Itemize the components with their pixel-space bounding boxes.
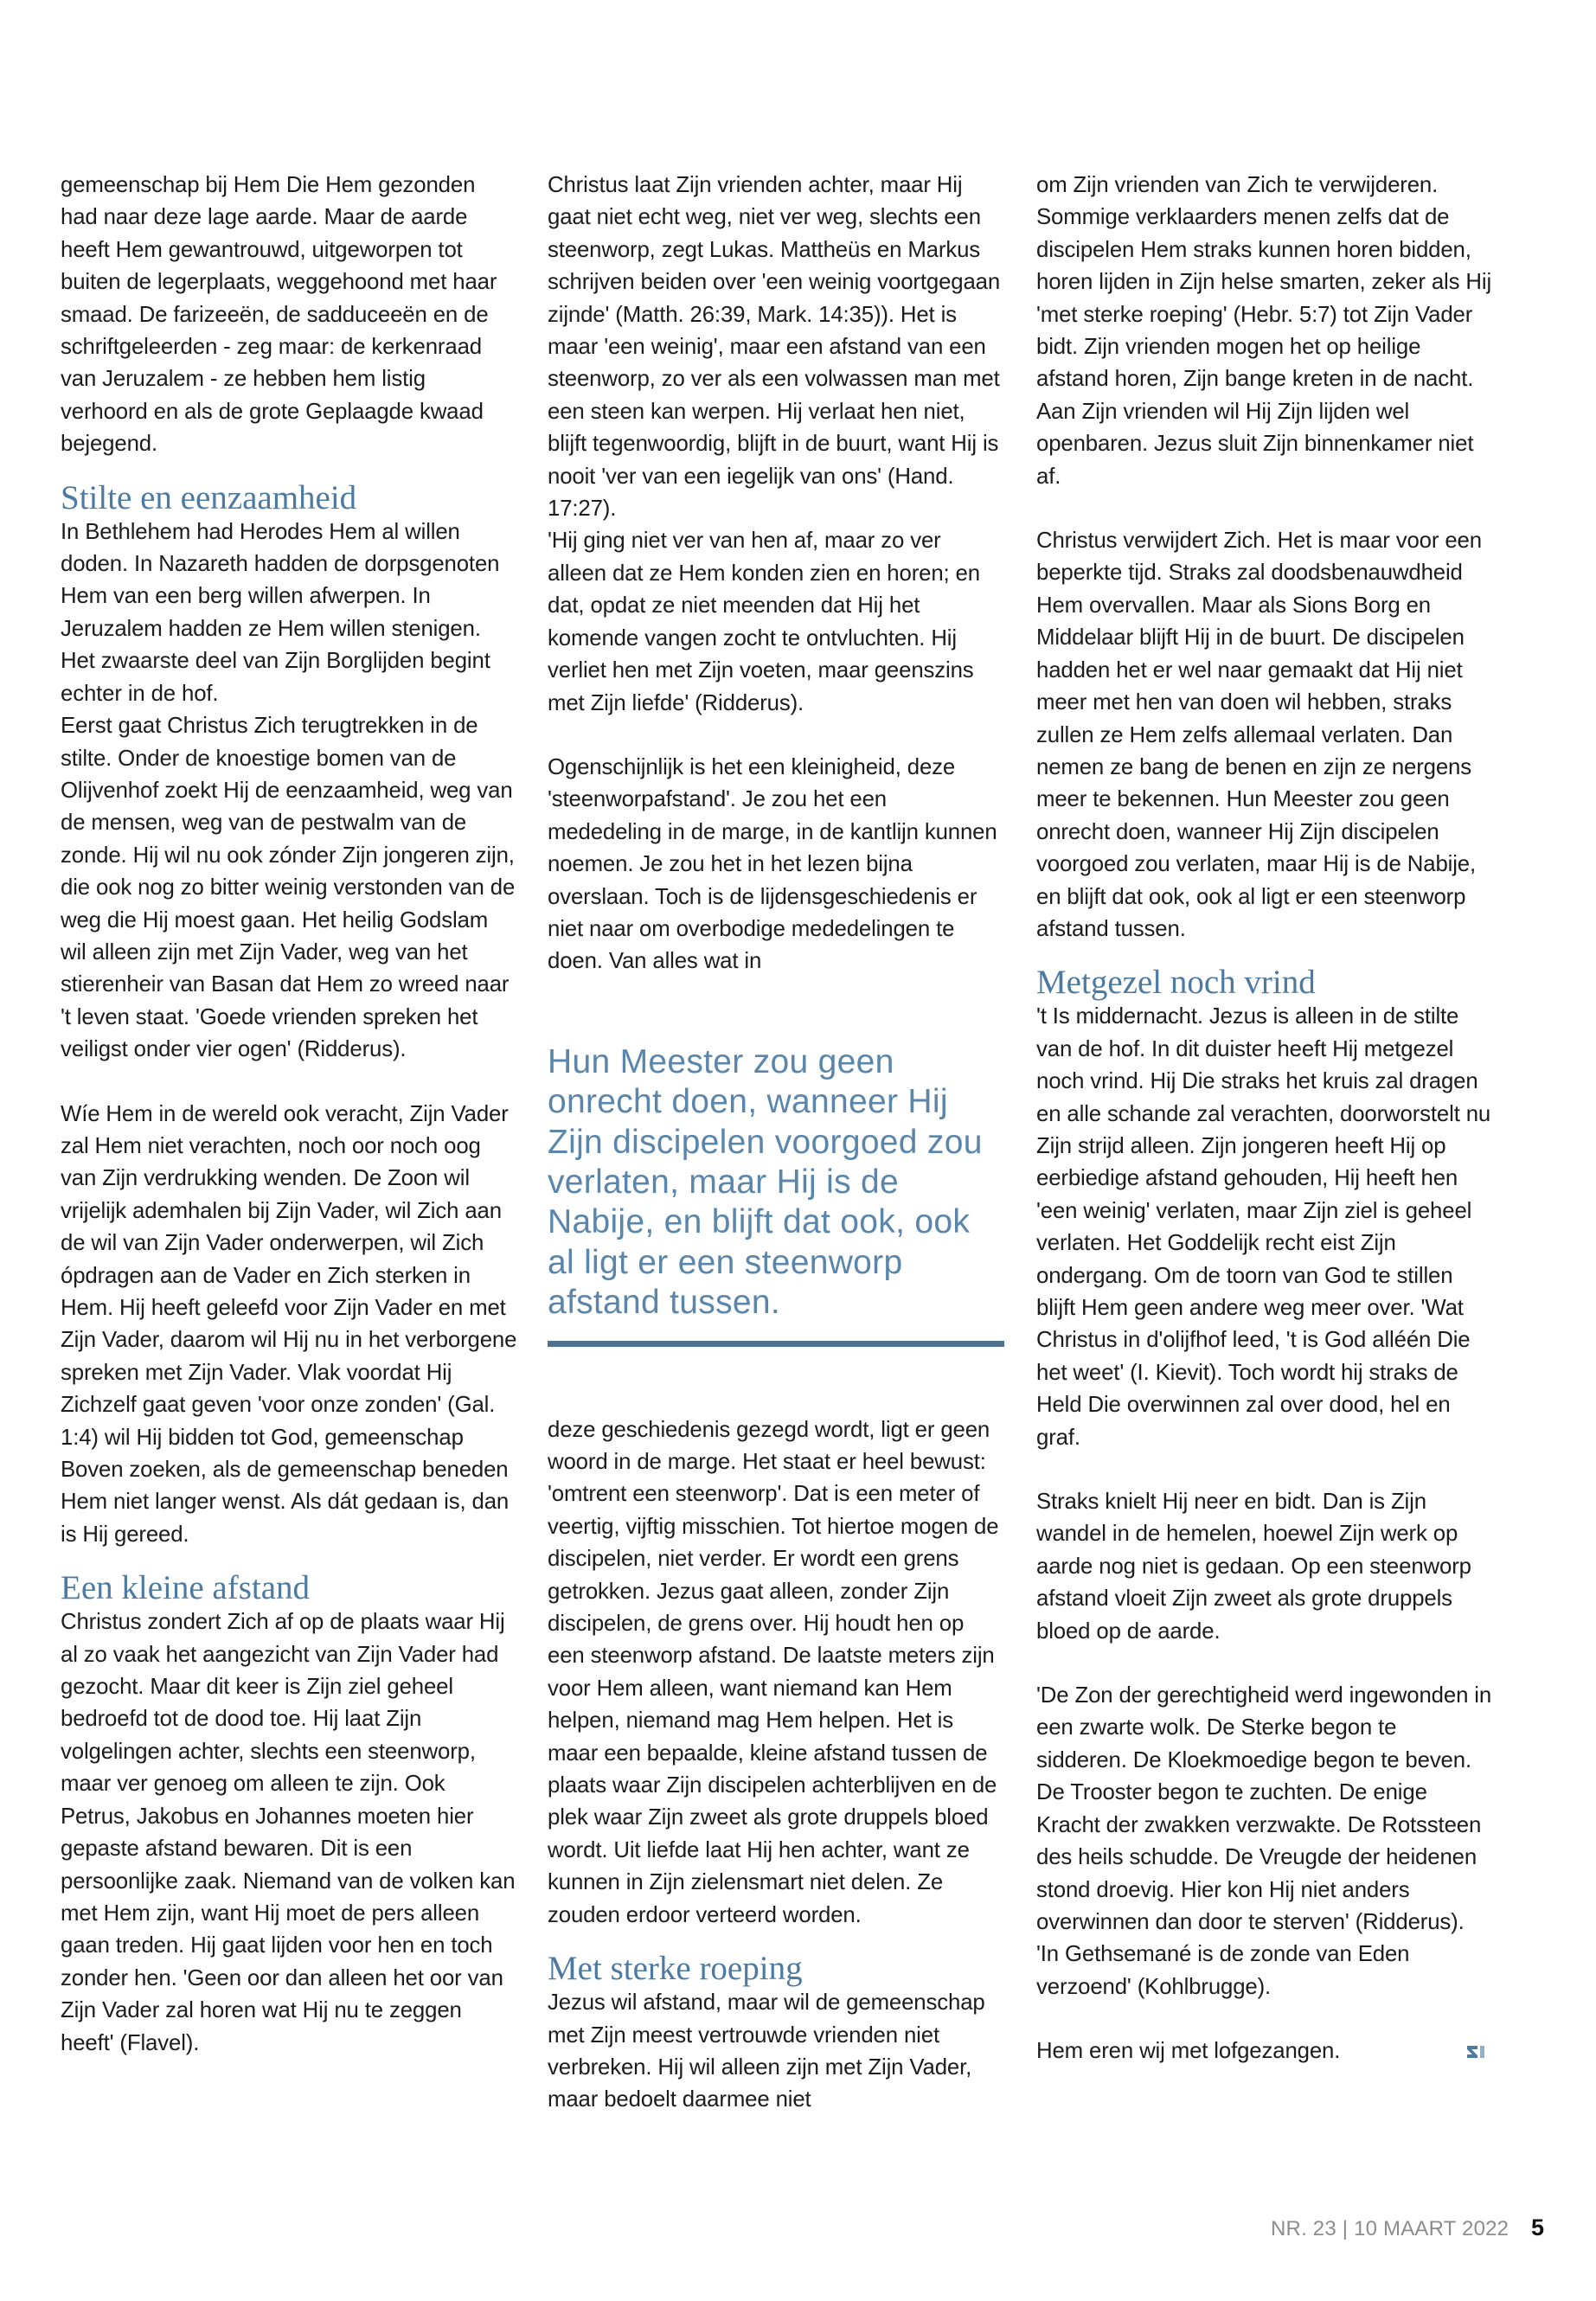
paragraph: deze geschiedenis gezegd wordt, ligt er geen woord in de marge. Het staat er heel bewust: 'omtrent een steenworp'. Dat is een meter of veertig, vijftig misschien. Tot hiertoe mogen de discipelen, niet verder. Er wordt een grens getrokken. Jezus gaat alleen, zonder Zijn discipelen, de grens over. Hij houdt hen op een steenworp afstand. De laatste meters zijn voor Hem alleen, want niemand kan Hem helpen, niemand mag Hem helpen. Het is maar een bepaalde, kleine afstand tussen de plaats waar Zijn discipelen achterblijven en de plek waar Zijn zweet als grote druppels bloed wordt. Uit liefde laat Hij hen achter, want ze kunnen in Zijn zielensmart niet delen. Ze zouden erdoor verteerd worden. bbox=[548, 1417, 999, 1927]
paragraph: om Zijn vrienden van Zich te verwijderen. Sommige verklaarders menen zelfs dat de discipelen Hem straks kunnen horen bidden, horen lijden in Zijn helse smarten, zeker als Hij 'met sterke roeping' (Hebr. 5:7) tot Zijn Vader bidt. Zijn vrienden mogen het op heilige afstand horen, Zijn bange kreten in de nacht. Aan Zijn vrienden wil Hij Zijn lijden wel openbaren. Jezus sluit Zijn binnenkamer niet af. bbox=[1036, 173, 1492, 489]
section-heading-stilte: Stilte en eenzaamheid bbox=[61, 478, 357, 516]
section-heading-metgezel: Metgezel noch vrind bbox=[1036, 964, 1316, 1002]
paragraph: Ogenschijnlijk is het een kleinigheid, deze 'steenworpafstand'. Je zou het een mededeling in de marge, in de kantlijn kunnen noemen. Je zou het in het lezen bijna overslaan. Toch is de lijdensgeschiedenis er niet naar om overbodige mededelingen te doen. Van alles wat in bbox=[548, 754, 997, 974]
paragraph: 'Hij ging niet ver van hen af, maar zo ver alleen dat ze Hem konden zien en horen; en dat, opdat ze niet meenden dat Hij het komende vangen zocht te ontvluchten. Hij verliet hen met Zijn voeten, maar geenszins met Zijn liefde' (Ridderus). bbox=[548, 529, 980, 715]
paragraph: Christus zondert Zich af op de plaats waar Hij al zo vaak het aangezicht van Zijn Vader had gezocht. Maar dit keer is Zijn ziel geheel bedroefd tot de dood toe. Hij laat Zijn volgelingen achter, slechts een steenworp, maar ver genoeg om alleen te zijn. Ook Petrus, Jakobus en Johannes moeten hier gepaste afstand bewaren. Dit is een persoonlijke zaak. Niemand van de volken kan met Hem zijn, want Hij moet de pers alleen gaan treden. Hij gaat lijden voor hen en toch zonder hen. 'Geen oor dan alleen het oor van Zijn Vader zal horen wat Hij nu te zeggen heeft' (Flavel). bbox=[61, 1610, 516, 2055]
end-mark-icon bbox=[1465, 2044, 1486, 2060]
column-3 bbox=[1036, 170, 1493, 2068]
paragraph: gemeenschap bij Hem Die Hem gezonden had naar deze lage aarde. Maar de aarde heeft Hem gewantrouwd, uitgeworpen tot buiten de legerplaats, weggehoond met haar smaad. De farizeeën, de sadduceeën en de schriftgeleerden - zeg maar: de kerkenraad van Jeruzalem - ze hebben hem listig verhoord en als de grote Geplaagde kwaad bejegend. bbox=[61, 173, 497, 457]
paragraph: Eerst gaat Christus Zich terugtrekken in de stilte. Onder de knoestige bomen van de Olijvenhof zoekt Hij de eenzaamheid, weg van de mensen, weg van de pestwalm van de zonde. Hij wil nu ook zónder Zijn jongeren zijn, die ook nog zo bitter weinig verstonden van de weg die Hij moest gaan. Het heilig Godslam wil alleen zijn met Zijn Vader, weg van het stierenheir van Basan dat Hem zo wreed naar 't leven staat. 'Goede vrienden spreken het veiligst onder vier ogen' (Ridderus). bbox=[61, 714, 516, 1062]
paragraph: Christus verwijdert Zich. Het is maar voor een beperkte tijd. Straks zal doodsbenauwdheid Hem overvallen. Maar als Sions Borg en Middelaar blijft Hij in de buurt. De discipelen hadden het er wel naar gemaakt dat Hij niet meer met hen van doen wil hebben, straks zullen ze Hem zelfs allemaal verlaten. Dan nemen ze bang de benen en zijn ze nergens meer te bekennen. Hun Meester zou geen onrecht doen, wanneer Hij Zijn discipelen voorgoed zou verlaten, maar Hij is de Nabije, en blijft dat ook, ook al ligt er een steenworp afstand tussen. bbox=[1036, 529, 1482, 941]
paragraph: Straks knielt Hij neer en bidt. Dan is Zijn wandel in de hemelen, hoewel Zijn werk op aarde nog niet is gedaan. Op een steenworp afstand vloeit Zijn zweet als grote druppels bloed op de aarde. bbox=[1036, 1490, 1471, 1644]
paragraph: Jezus wil afstand, maar wil de gemeenschap met Zijn meest vertrouwde vrienden niet verbreken. Hij wil alleen zijn met Zijn Vader, maar bedoelt daarmee niet bbox=[548, 1990, 985, 2112]
closing-text: Hem eren wij met lofgezangen. bbox=[1036, 2039, 1341, 2064]
pull-quote bbox=[548, 1042, 1004, 1347]
paragraph: Christus laat Zijn vrienden achter, maar Hij gaat niet echt weg, niet ver weg, slechts een steenworp, zegt Lukas. Mattheüs en Markus schrijven beiden over 'een weinig voortgegaan zijnde' (Matth. 26:39, Mark. 14:35)). Het is maar 'een weinig', maar een afstand van een steenworp, zo ver als een volwassen man met een steen kan werpen. Hij verlaat hen niet, blijft tegenwoordig, blijft in de buurt, want Hij is nooit 'ver van een iegelijk van ons' (Hand. 17:27). bbox=[548, 173, 1001, 522]
column-2 bbox=[548, 170, 1004, 2117]
quote-paragraph: 'De Zon der gerechtigheid werd ingewonden in een zwarte wolk. De Sterke begon te sidderen. De Kloekmoedige begon te beven. De Trooster begon te zuchten. De enige Kracht der zwakken verzwakte. De Rotssteen des heils schudde. De Vreugde der heidenen stond droevig. Hier kon Hij niet anders overwinnen dan door te sterven' (Ridderus). bbox=[1036, 1683, 1492, 1934]
paragraph: Wíe Hem in de wereld ook veracht, Zijn Vader zal Hem niet verachten, noch oor noch oog van Zijn verdrukking wenden. De Zoon wil vrijelijk ademhalen bij Zijn Vader, wil Zich aan de wil van Zijn Vader onderwerpen, wil Zich ópdragen aan de Vader en Zich sterken in Hem. Hij heeft geleefd voor Zijn Vader en met Zijn Vader, daarom wil Hij nu in het verborgene spreken met Zijn Vader. Vlak voordat Hij Zichzelf gaat geven 'voor onze zonden' (Gal. 1:4) wil Hij bidden tot God, gemeenschap Boven zoeken, als de gemeenschap beneden Hem niet langer wenst. Als dát gedaan is, dan is Hij gereed. bbox=[61, 1101, 517, 1547]
page-number: 5 bbox=[1531, 2214, 1545, 2240]
section-heading-roeping: Met sterke roeping bbox=[548, 1950, 803, 1988]
issue-footer: NR. 23 | 10 MAART 2022 bbox=[1271, 2217, 1509, 2240]
paragraph: In Bethlehem had Herodes Hem al willen doden. In Nazareth hadden de dorpsgenoten Hem van een berg willen afwerpen. In Jeruzalem hadden ze Hem willen stenigen. Het zwaarste deel van Zijn Borglijden begint echter in de hof. bbox=[61, 519, 500, 706]
closing-line bbox=[1036, 2035, 1493, 2067]
quote-paragraph: 'In Gethsemané is de zonde van Eden verzoend' (Kohlbrugge). bbox=[1036, 1942, 1410, 1999]
paragraph: 't Is middernacht. Jezus is alleen in de stilte van de hof. In dit duister heeft Hij metgezel noch vrind. Hij Die straks het kruis zal dragen en alle schande zal verachten, doorworstelt nu Zijn strijd alleen. Zijn jongeren heeft Hij op eerbiedige afstand gehouden, Hij heeft hen 'een weinig' verlaten, maar Zijn ziel is geheel verlaten. Het Goddelijk recht eist Zijn ondergang. Om de toorn van God te stillen blijft Hem geen andere weg meer over. 'Wat Christus in d'olijfhof leed, 't is God alléén Die het weet' (I. Kievit). Toch wordt hij straks de Held Die overwinnen zal over dood, hel en graf. bbox=[1036, 1004, 1491, 1450]
column-1 bbox=[61, 170, 517, 2060]
section-heading-afstand: Een kleine afstand bbox=[61, 1569, 311, 1607]
pull-quote-text: Hun Meester zou geen onrecht doen, wanneer Hij Zijn discipelen voorgoed zou verlaten, maar Hij is de Nabije, en blijft dat ook, ook al ligt er een steenworp afstand tussen. bbox=[548, 1042, 983, 1322]
